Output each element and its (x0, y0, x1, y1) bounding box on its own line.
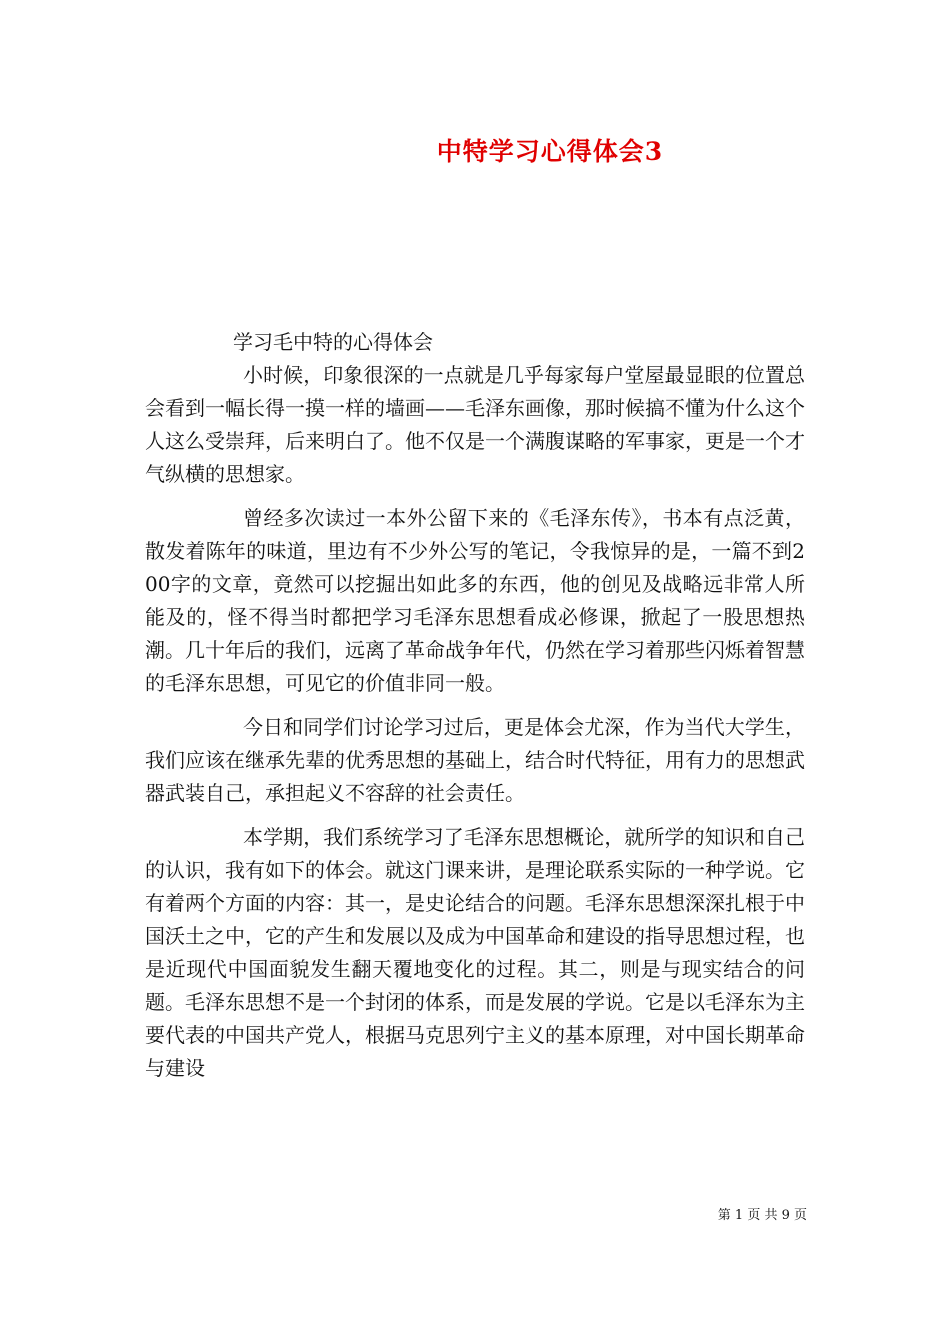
document-subtitle: 学习毛中特的心得体会 (233, 330, 433, 354)
paragraph-2: 曾经多次读过一本外公留下来的《毛泽东传》，书本有点泛黄，散发着陈年的味道，里边有不少外公写的笔记，令我惊异的是，一篇不到200字的文章，竟然可以挖掘出如此多的东西，他的创见及战略远非常人所能及的，怪不得当时都把学习毛泽东思想看成必修课，掀起了一股思想热潮。几十年后的我们，远离了革命战争年代，仍然在学习着那些闪烁着智慧的毛泽东思想，可见它的价值非同一般。 (145, 506, 805, 695)
paragraph-3: 今日和同学们讨论学习过后，更是体会尤深，作为当代大学生，我们应该在继承先辈的优秀思想的基础上，结合时代特征，用有力的思想武器武装自己，承担起义不容辞的社会责任。 (145, 715, 805, 805)
document-title: 中特学习心得体会3 (436, 137, 664, 166)
document-body (145, 326, 805, 1085)
paragraph-1: 小时候，印象很深的一点就是几乎每家每户堂屋最显眼的位置总会看到一幅长得一摸一样的墙画——毛泽东画像，那时候搞不懂为什么这个人这么受崇拜，后来明白了。他不仅是一个满腹谋略的军事家，更是一个才气纵横的思想家。 (145, 363, 805, 486)
page-number-footer: 第 1 页 共 9 页 (717, 1208, 807, 1223)
paragraph-4: 本学期，我们系统学习了毛泽东思想概论，就所学的知识和自己的认识，我有如下的体会。就这门课来讲，是理论联系实际的一种学说。它有着两个方面的内容：其一，是史论结合的问题。毛泽东思想深深扎根于中国沃土之中，它的产生和发展以及成为中国革命和建设的指导思想过程，也是近现代中国面貌发生翻天覆地变化的过程。其二，则是与现实结合的问题。毛泽东思想不是一个封闭的体系，而是发展的学说。它是以毛泽东为主要代表的中国共产党人，根据马克思列宁主义的基本原理，对中国长期革命与建设 (145, 825, 805, 1080)
